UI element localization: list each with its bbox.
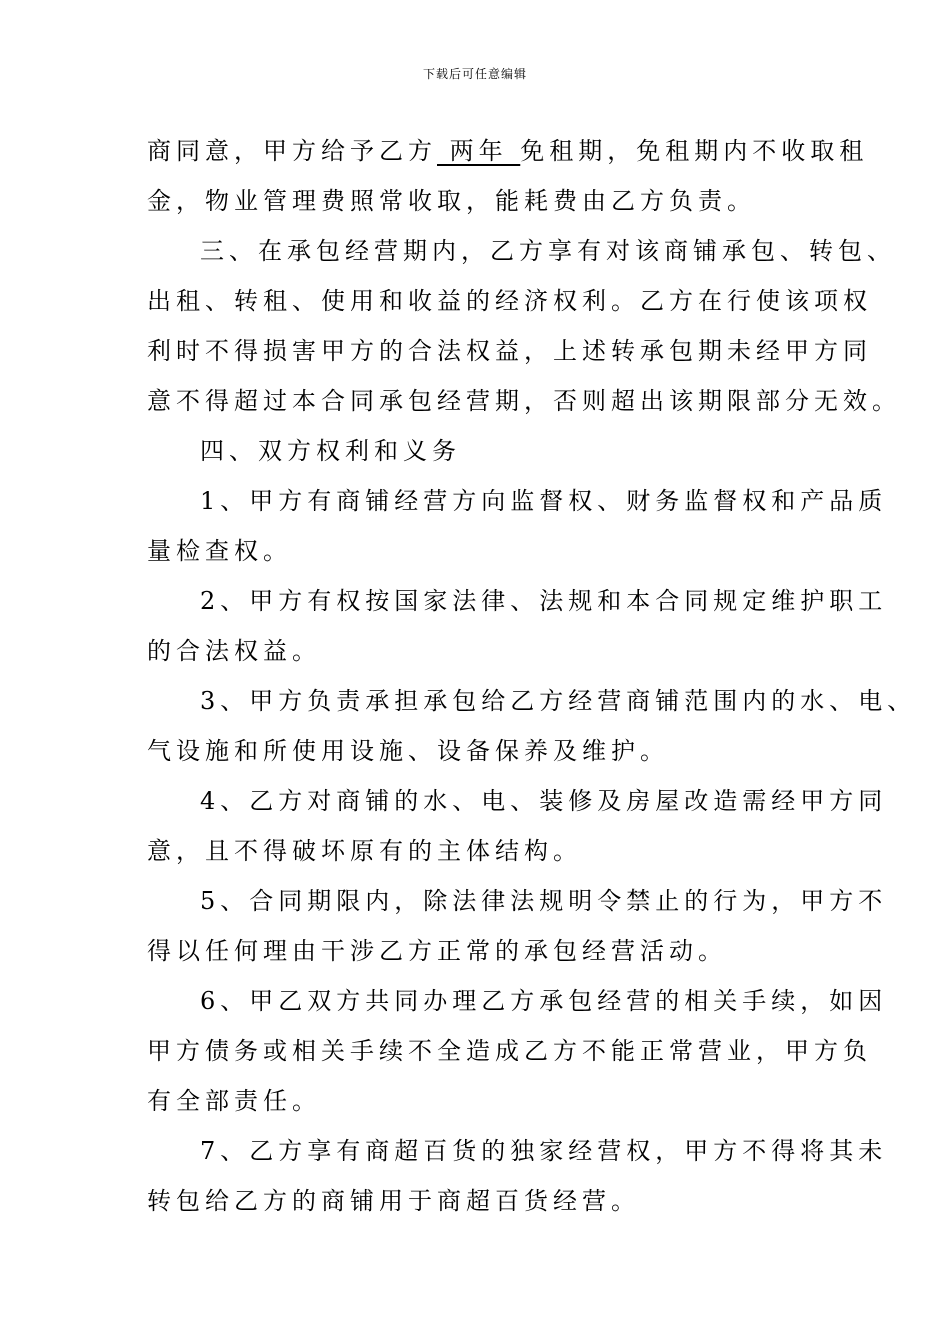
- text-line: 6、甲乙双方共同办理乙方承包经营的相关手续，如因: [200, 987, 888, 1015]
- text-line: 的合法权益。: [147, 637, 321, 665]
- text-line: 1、甲方有商铺经营方向监督权、财务监督权和产品质: [200, 487, 888, 515]
- list-item-5: [147, 876, 888, 976]
- text-line: 意，且不得破坏原有的主体结构。: [147, 837, 582, 865]
- text-line: 三、在承包经营期内，乙方享有对该商铺承包、转包、: [200, 237, 896, 265]
- paragraph-clause-3: [147, 226, 901, 426]
- list-item-2: [147, 576, 888, 676]
- contract-body: [147, 126, 917, 1226]
- text-line: [147, 126, 869, 176]
- list-item-6: [147, 976, 888, 1126]
- list-item-4: [147, 776, 888, 876]
- text-line: 意不得超过本合同承包经营期，否则超出该期限部分无效。: [147, 387, 901, 415]
- text-line: 量检查权。: [147, 537, 292, 565]
- text-line: 出租、转租、使用和收益的经济权利。乙方在行使该项权: [147, 287, 872, 315]
- text-line: 得以任何理由干涉乙方正常的承包经营活动。: [147, 937, 727, 965]
- text-line: 7、乙方享有商超百货的独家经营权，甲方不得将其未: [200, 1137, 888, 1165]
- text-line: 5、合同期限内，除法律法规明令禁止的行为，甲方不: [200, 887, 888, 915]
- text-line: 金，物业管理费照常收取，能耗费由乙方负责。: [147, 187, 756, 215]
- page-header-note: 下载后可任意编辑: [422, 67, 527, 81]
- text-line: 甲方债务或相关手续不全造成乙方不能正常营业，甲方负: [147, 1037, 872, 1065]
- text-line: 4、乙方对商铺的水、电、装修及房屋改造需经甲方同: [200, 787, 888, 815]
- section-heading-rights-obligations: [147, 426, 837, 476]
- list-item-7: [147, 1126, 888, 1226]
- text-segment: 免租期，免租期内不收取租: [520, 137, 869, 165]
- text-line: 3、甲方负责承担承包给乙方经营商铺范围内的水、电、: [200, 687, 917, 715]
- text-line: 四、双方权利和义务: [200, 437, 461, 465]
- text-segment: 商同意，甲方给予乙方: [147, 137, 437, 165]
- list-item-1: [147, 476, 888, 576]
- rent-free-duration-blank: 两年: [437, 137, 521, 165]
- text-line: 2、甲方有权按国家法律、法规和本合同规定维护职工: [200, 587, 888, 615]
- text-line: 利时不得损害甲方的合法权益，上述转承包期未经甲方同: [147, 337, 872, 365]
- list-item-3: [147, 676, 917, 776]
- text-line: 有全部责任。: [147, 1087, 321, 1115]
- text-line: 转包给乙方的商铺用于商超百货经营。: [147, 1187, 640, 1215]
- paragraph-rent-free-period: [147, 126, 869, 226]
- text-line: 气设施和所使用设施、设备保养及维护。: [147, 737, 669, 765]
